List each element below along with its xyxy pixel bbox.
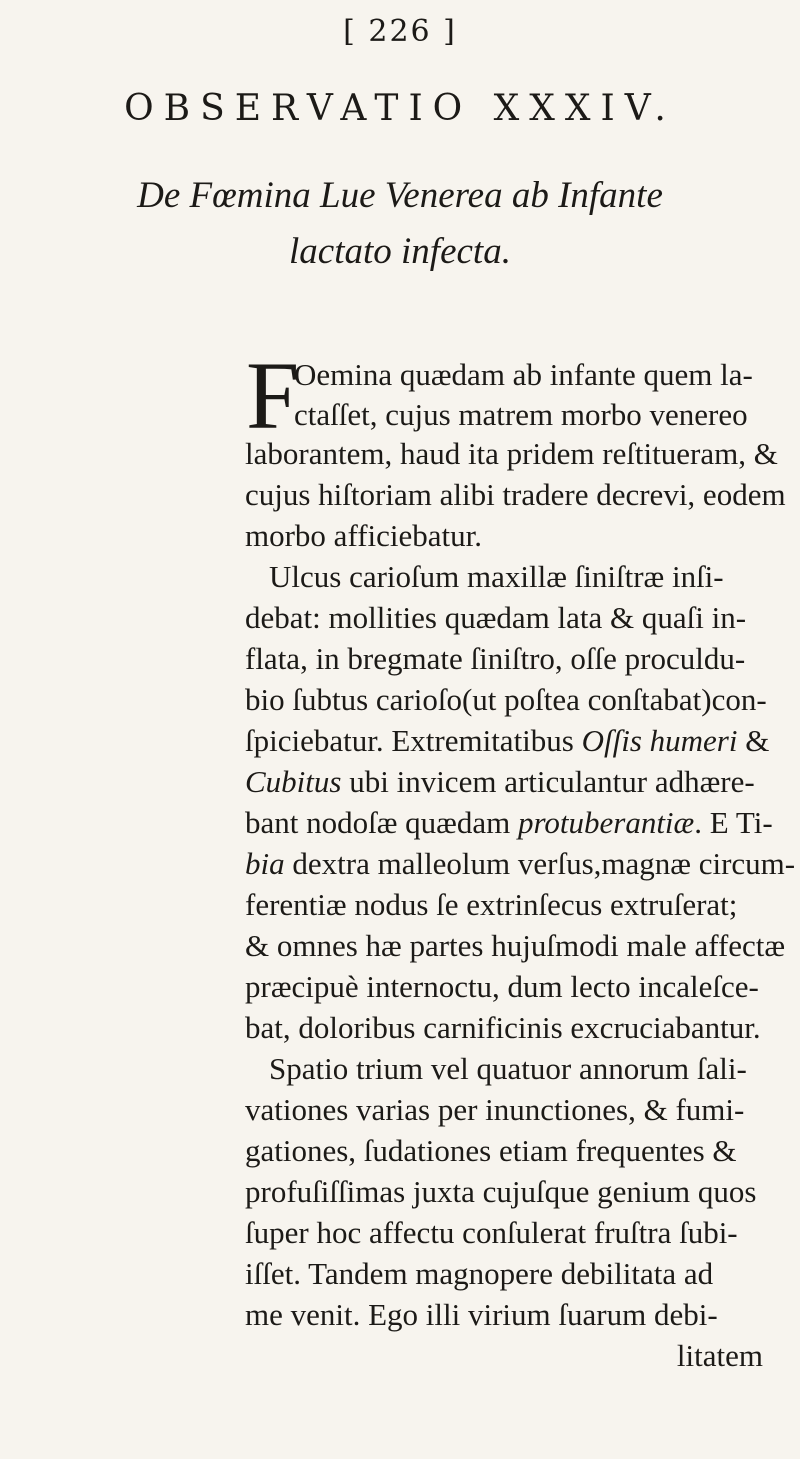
text-line: ferentiæ nodus ſe extrinſecus extruſerat; [245, 887, 738, 922]
text-line: gationes, ſudationes etiam frequentes & [245, 1133, 737, 1168]
text-segment: & [737, 723, 770, 758]
text-line: bio ſubtus carioſo(ut poſtea conſtabat)con- [245, 682, 767, 717]
text-line-mixed [245, 843, 796, 884]
text-line: ctaſſet, cujus matrem morbo venereo [294, 397, 748, 432]
text-line: & omnes hæ partes hujuſmodi male affectæ [245, 928, 786, 963]
text-line: iſſet. Tandem magnopere debilitata ad [245, 1256, 714, 1291]
text-line: Spatio trium vel quatuor annorum ſali- [269, 1051, 747, 1086]
text-line: laborantem, haud ita pridem reſtitueram, & [245, 436, 778, 471]
text-line: profuſiſſimas juxta cujuſque genium quos [245, 1174, 757, 1209]
observation-subtitle [0, 168, 800, 280]
text-line: Ulcus carioſum maxillæ ſiniſtræ inſi- [269, 559, 724, 594]
text-line: bat, doloribus carnificinis excruciabantur. [245, 1010, 761, 1045]
drop-cap-initial: F [246, 342, 300, 449]
body-text [245, 433, 796, 1376]
text-line: morbo afficiebatur. [245, 518, 483, 553]
text-line: flata, in bregmate ſiniſtro, oſſe proculdu- [245, 641, 746, 676]
text-line: ſuper hoc affectu conſulerat fruſtra ſubi- [245, 1215, 738, 1250]
text-segment: bant nodoſæ quædam [245, 805, 518, 840]
text-line: me venit. Ego illi virium ſuarum debi- [245, 1297, 718, 1332]
text-line-mixed [245, 761, 765, 802]
italic-phrase: bia [245, 846, 285, 881]
page-number: [ 226 ] [343, 14, 457, 49]
text-line: Oemina quædam ab infante quem la- [294, 357, 753, 392]
text-line: vationes varias per inunctiones, & fumi- [245, 1092, 745, 1127]
text-segment: ſpiciebatur. Extremitatibus [245, 723, 582, 758]
subtitle-line-2: lactato infecta. [289, 231, 511, 272]
italic-phrase: Cubitus [245, 764, 342, 799]
text-line-mixed [245, 720, 770, 761]
text-line: præcipuè internoctu, dum lecto incaleſce- [245, 969, 759, 1004]
text-line: cujus hiſtoriam alibi tradere decrevi, eodem [245, 477, 786, 512]
observation-title: OBSERVATIO XXXIV. [124, 88, 676, 129]
subtitle-line-1: De Fœmina Lue Venerea ab Infante [137, 175, 663, 216]
text-segment: dextra malleolum verſus,magnæ circum- [284, 846, 796, 881]
text-segment: . E Ti- [694, 805, 773, 840]
italic-phrase: protuberantiæ [517, 805, 695, 840]
catchword: litatem [676, 1338, 763, 1373]
text-line-mixed [245, 802, 773, 843]
text-segment: ubi invicem articulantur adhære- [341, 764, 755, 799]
opening-lines [294, 355, 764, 435]
text-line: debat: mollities quædam lata & quaſi in- [245, 600, 747, 635]
italic-phrase: Oſſis humeri [581, 723, 738, 758]
